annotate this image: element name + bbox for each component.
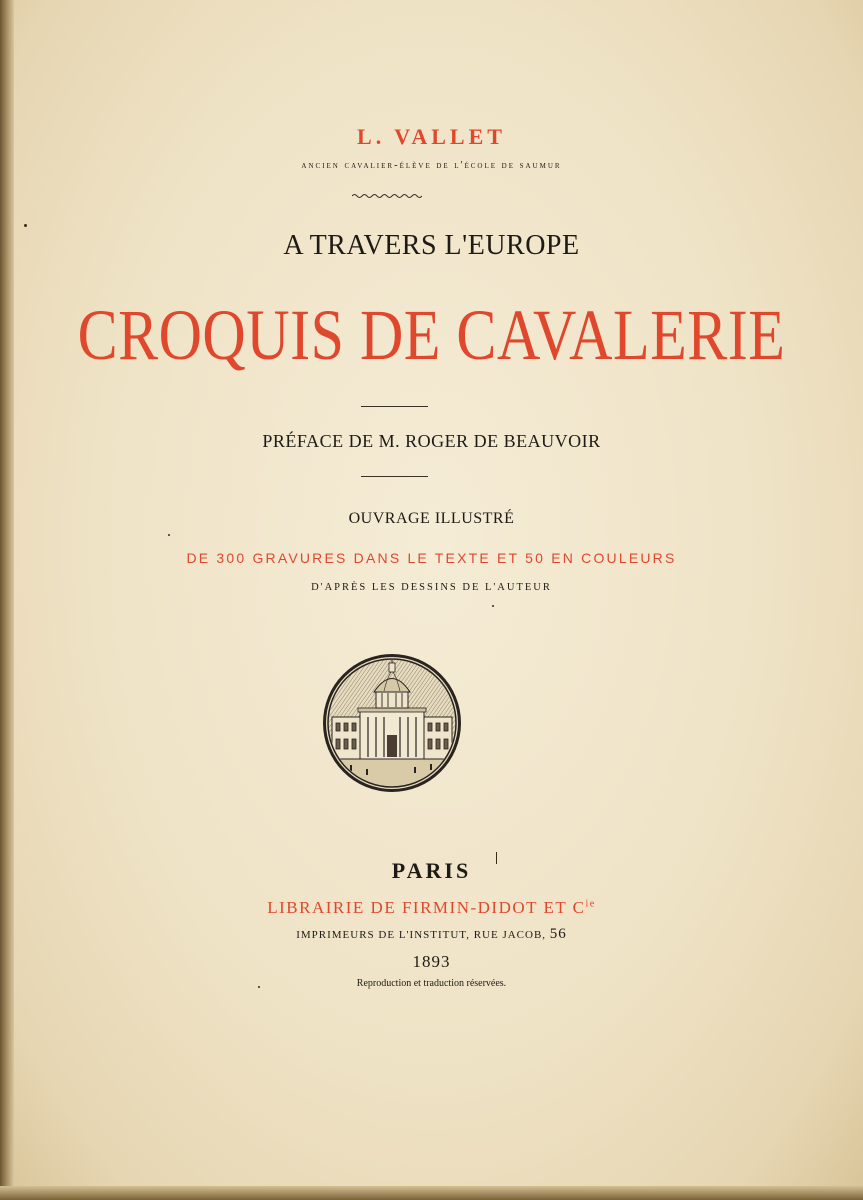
address-text: IMPRIMEURS DE L'INSTITUT, RUE JACOB, — [296, 929, 547, 941]
imprint-publisher — [0, 898, 863, 918]
page-bottom-edge — [0, 1186, 863, 1200]
main-title: CROQUIS DE CAVALERIE — [77, 295, 786, 375]
paper-speck — [168, 534, 170, 536]
domed-building-medallion-icon — [320, 651, 464, 795]
author-subtitle: ancien cavalier-élève de l'école de saumur — [301, 160, 562, 171]
illustration-line-1: OUVRAGE ILLUSTRÉ — [348, 510, 515, 527]
book-gutter — [0, 0, 14, 1200]
divider-rule — [361, 406, 428, 407]
publisher-superscript: ie — [585, 898, 596, 910]
paper-speck — [24, 224, 27, 227]
author-name: L. VALLET — [357, 124, 506, 149]
address-number: 56 — [549, 926, 567, 942]
imprint-year: 1893 — [412, 952, 451, 971]
supertitle: A TRAVERS L'EUROPE — [283, 230, 580, 261]
paper-mark — [496, 852, 497, 864]
illustration-line-3: D'APRÈS LES DESSINS DE L'AUTEUR — [311, 582, 552, 593]
divider-rule — [361, 476, 428, 477]
wavy-ornament-icon — [352, 192, 422, 200]
publisher-name: LIBRAIRIE DE FIRMIN-DIDOT ET C — [267, 898, 586, 917]
rights-notice: Reproduction et traduction réservées. — [356, 978, 507, 989]
imprint-city: PARIS — [391, 858, 472, 883]
imprint-address — [0, 926, 863, 943]
preface-line: PRÉFACE DE M. ROGER DE BEAUVOIR — [262, 431, 601, 451]
paper-speck — [258, 986, 260, 988]
illustration-line-2: DE 300 GRAVURES DANS LE TEXTE ET 50 EN COULEURS — [186, 550, 677, 566]
paper-speck — [492, 605, 494, 607]
